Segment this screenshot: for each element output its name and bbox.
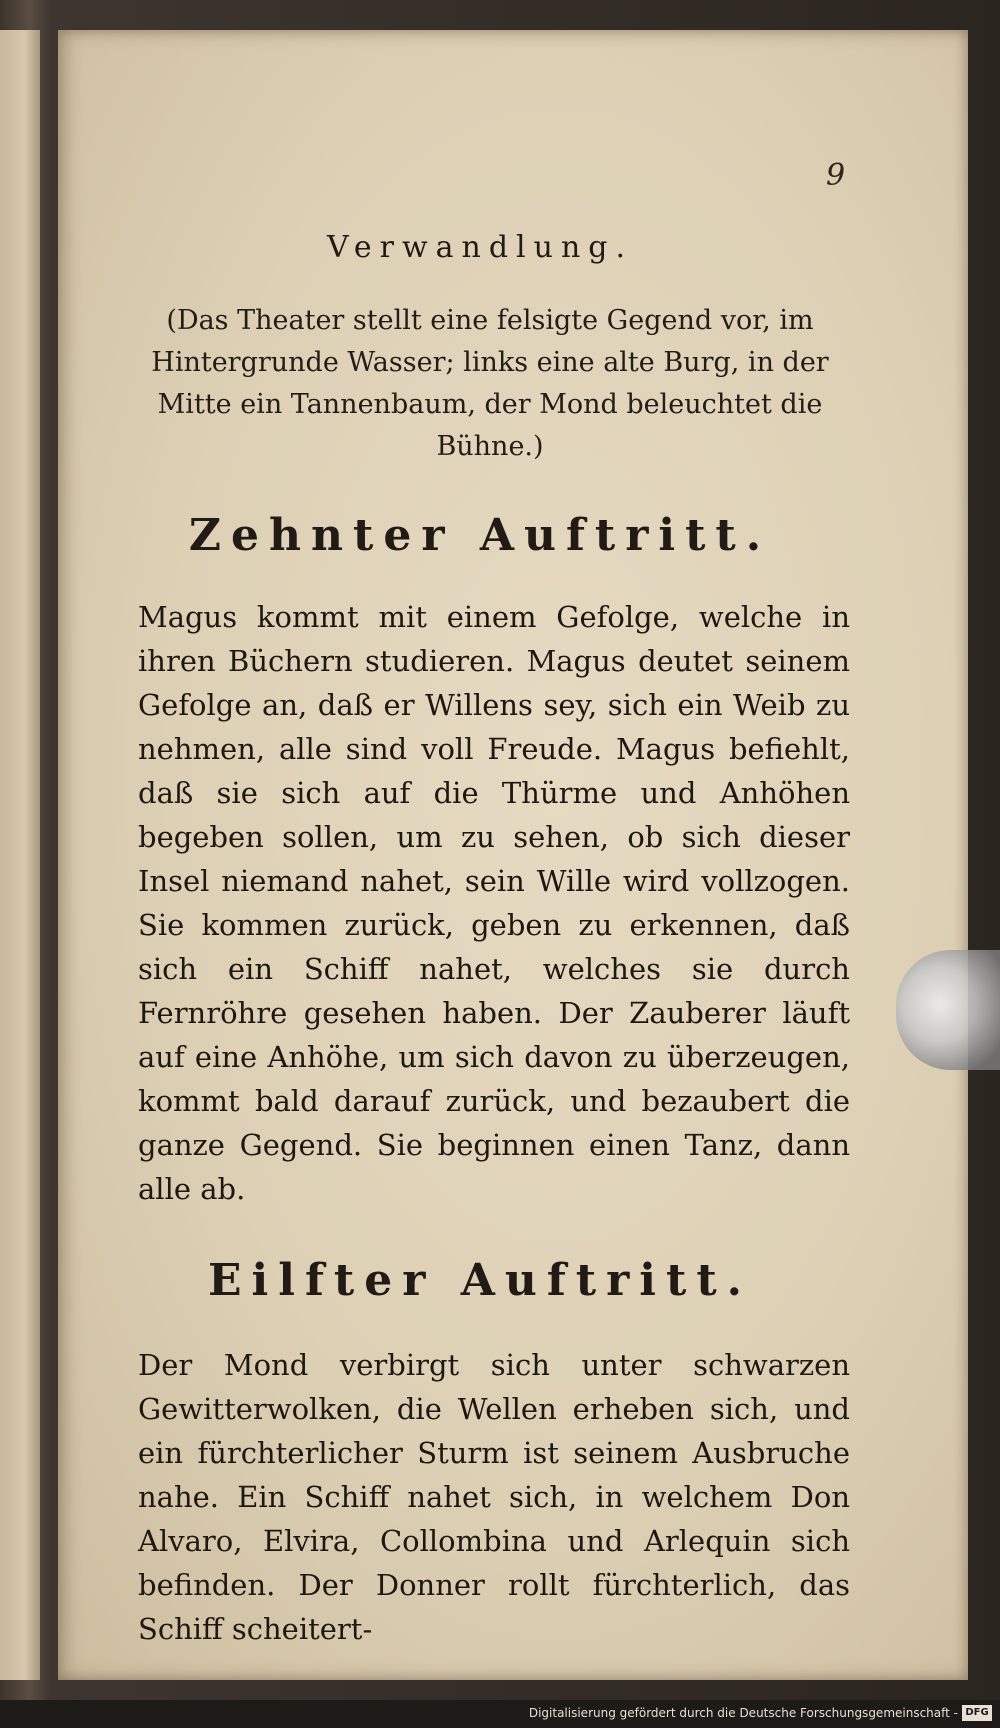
footer-credit: Digitalisierung gefördert durch die Deutsche Forschungsgemeinschaft - [528, 1706, 958, 1720]
scene-10-heading: Zehnter Auftritt. [188, 510, 772, 561]
transformation-heading: Verwandlung. [326, 230, 634, 265]
page-clip [896, 950, 1000, 1070]
left-page-edge [0, 30, 40, 1680]
scene-10-text: Magus kommt mit einem Gefolge, welche in ihren Büchern studieren. Magus deutet seinem Gefolge an, daß er Willens sey, sich ein Weib zu nehmen, alle sind voll Freude. Magus befiehlt, daß sie sich auf die Thürme und Anhöhen begeben sollen, um zu sehen, ob sich dieser Insel niemand nahet, sein Wille wird vollzogen. Sie kommen zurück, geben zu erkennen, daß sich ein Schiff nahet, welches sie durch Fernröhre gesehen haben. Der Zauberer läuft auf eine Anhöhe, um sich davon zu überzeugen, kommt bald darauf zurück, und bezaubert die ganze Gegend. Sie beginnen einen Tanz, dann alle ab. [138, 600, 850, 1206]
stage-direction: (Das Theater stellt eine felsigte Gegend vor, im Hintergrunde Wasser; links eine alte Burg, in der Mitte ein Tannenbaum, der Mond beleuchtet die Bühne.) [151, 305, 829, 462]
scene-11-text: Der Mond verbirgt sich unter schwarzen Gewitterwolken, die Wellen erheben sich, und ein fürchterlicher Sturm ist seinem Ausbruche nahe. Ein Schiff nahet sich, in welchem Don Alvaro, Elvira, Collombina und Arlequin sich befinden. Der Donner rollt fürchterlich, das Schiff scheitert- [138, 1348, 850, 1646]
page-number: 9 [826, 158, 846, 193]
dfg-logo: DFG [962, 1705, 992, 1721]
scene-11-heading: Eilfter Auftritt. [208, 1255, 752, 1306]
